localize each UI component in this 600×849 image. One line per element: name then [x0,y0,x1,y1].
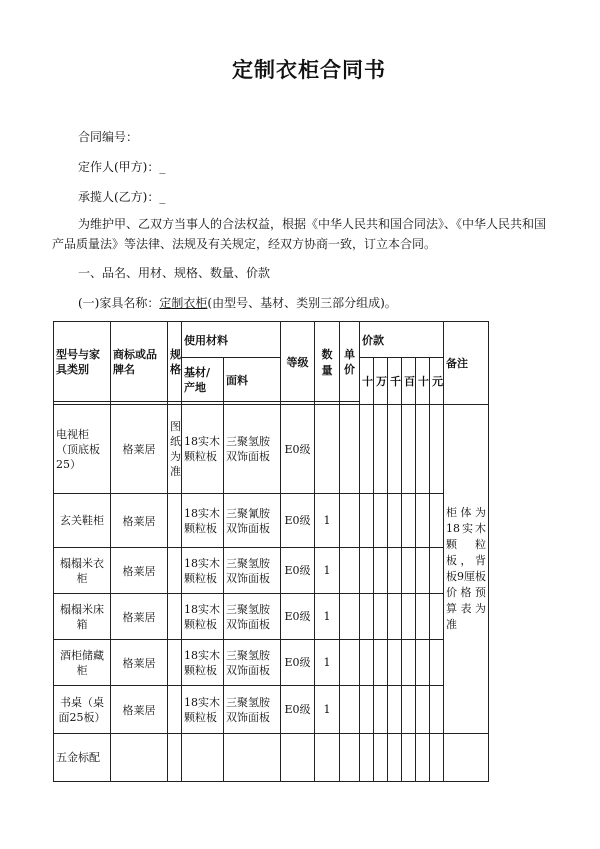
contract-title: 定制衣柜合同书 [232,57,386,82]
row-surface [224,734,281,782]
row-digit [388,548,402,594]
header-digit-qian: 千 [388,358,402,405]
table-row [54,494,489,548]
row-spec: 图纸为准 [168,405,182,494]
row-remark [444,734,489,782]
row-digit [430,405,444,494]
row-digit [402,594,416,640]
row-unit-price [340,686,360,734]
table-row [54,405,489,494]
row-qty: 1 [315,494,340,548]
row-base-material [182,734,224,782]
row-digit [430,548,444,594]
row-digit [360,686,374,734]
row-model: 书桌（桌面25板） [54,686,111,734]
header-model: 型号与家具类别 [54,322,111,402]
table-row [54,594,489,640]
row-surface: 三聚氢胺双饰面板 [224,686,281,734]
row-unit-price [340,405,360,494]
row-digit [416,494,430,548]
row-grade: E0级 [281,548,315,594]
row-digit [374,734,388,782]
row-digit [416,548,430,594]
header-digit-bai: 百 [402,358,416,405]
header-base-material: 基材/产地 [182,358,224,402]
row-digit [416,594,430,640]
row-digit [430,640,444,686]
row-brand: 格莱居 [111,640,168,686]
row-unit-price [340,640,360,686]
header-digit-yuan: 元 [430,358,444,405]
row-digit [416,734,430,782]
row-digit [416,686,430,734]
table-row [54,640,489,686]
row-digit [374,494,388,548]
row-digit [388,686,402,734]
row-base-material: 18实木颗粒板 [182,686,224,734]
row-digit [430,686,444,734]
row-digit [360,405,374,494]
row-model: 玄关鞋柜 [54,494,111,548]
table-row [54,686,489,734]
row-unit-price [340,494,360,548]
contract-number-label: 合同编号： [78,130,139,144]
row-grade: E0级 [281,640,315,686]
party-a-label: 定作人(甲方)：_ [78,160,166,174]
row-digit [388,405,402,494]
row-base-material: 18实木颗粒板 [182,494,224,548]
row-brand [111,734,168,782]
row-model: 榻榻米衣柜 [54,548,111,594]
header-brand: 商标或品牌名 [111,322,168,402]
row-unit-price [340,548,360,594]
row-spec [168,548,182,594]
row-spec [168,494,182,548]
row-qty: 1 [315,686,340,734]
party-b-label: 承揽人(乙方)：_ [78,190,166,204]
row-qty: 1 [315,548,340,594]
row-digit [430,734,444,782]
row-surface: 三聚氢胺双饰面板 [224,640,281,686]
header-qty: 数量 [315,322,340,402]
row-digit [416,405,430,494]
row-digit [388,594,402,640]
table-row-hardware [54,734,489,782]
row-surface: 三聚氢胺双饰面板 [224,594,281,640]
row-surface: 三聚氢胺双饰面板 [224,405,281,494]
row-base-material: 18实木颗粒板 [182,405,224,494]
row-digit [388,494,402,548]
row-hardware-label: 五金标配 [54,734,111,782]
row-digit [360,548,374,594]
header-price: 价款 [360,322,444,358]
row-grade: E0级 [281,405,315,494]
row-base-material: 18实木颗粒板 [182,640,224,686]
header-remark: 备注 [444,322,489,405]
header-surface: 面料 [224,358,281,402]
row-digit [430,594,444,640]
row-brand: 格莱居 [111,494,168,548]
row-digit [360,494,374,548]
row-digit [374,640,388,686]
row-unit-price [340,734,360,782]
row-spec [168,686,182,734]
row-base-material: 18实木颗粒板 [182,548,224,594]
row-qty: 1 [315,640,340,686]
header-digit-wan: 万 [374,358,388,405]
intro-paragraph: 为维护甲、乙双方当事人的合法权益，根据《中华人民共和国合同法》、《中华人民共和国产品质量法》等法律、法规及有关规定，经双方协商一致，订立本合同。 [52,217,547,251]
header-unit-price: 单价 [340,322,360,402]
table-row [54,548,489,594]
row-digit [416,640,430,686]
row-qty: 1 [315,594,340,640]
row-spec [168,734,182,782]
row-digit [430,494,444,548]
row-digit [402,686,416,734]
row-brand: 格莱居 [111,405,168,494]
row-digit [360,594,374,640]
row-spec [168,594,182,640]
row-digit [388,640,402,686]
row-digit [360,734,374,782]
header-digit-shi: 十 [360,358,374,405]
furniture-table [53,321,489,782]
row-digit [402,548,416,594]
row-brand: 格莱居 [111,686,168,734]
remark-note: 柜体为18实木颗粒板，背板9厘板价格预算表为准 [444,405,489,734]
row-model: 电视柜（顶底板25） [54,405,111,494]
row-digit [402,494,416,548]
header-spec: 规格 [168,322,182,402]
row-spec [168,640,182,686]
row-digit [402,405,416,494]
row-qty [315,734,340,782]
row-grade [281,734,315,782]
section-heading: 一、品名、用材、规格、数量、价款 [78,266,271,280]
header-grade: 等级 [281,322,315,402]
table-header-row [54,322,489,358]
row-digit [374,594,388,640]
row-digit [374,686,388,734]
row-digit [402,734,416,782]
row-grade: E0级 [281,686,315,734]
row-grade: E0级 [281,494,315,548]
furniture-name-prefix: (一)家具名称： [78,296,160,310]
furniture-name-suffix: (由型号、基材、类别三部分组成)。 [207,296,397,310]
row-digit [374,548,388,594]
row-model: 榻榻米床箱 [54,594,111,640]
row-base-material: 18实木颗粒板 [182,594,224,640]
row-digit [360,640,374,686]
row-digit [402,640,416,686]
row-surface: 三聚氰胺双饰面板 [224,494,281,548]
row-model: 酒柜储藏柜 [54,640,111,686]
furniture-name-line [78,294,397,311]
row-brand: 格莱居 [111,548,168,594]
row-surface: 三聚氢胺双饰面板 [224,548,281,594]
row-unit-price [340,594,360,640]
row-digit [388,734,402,782]
row-brand: 格莱居 [111,594,168,640]
furniture-name-value: 定制衣柜 [159,296,208,310]
row-digit [374,405,388,494]
header-material: 使用材料 [182,322,281,358]
row-grade: E0级 [281,594,315,640]
header-digit-shi2: 十 [416,358,430,405]
row-qty [315,405,340,494]
